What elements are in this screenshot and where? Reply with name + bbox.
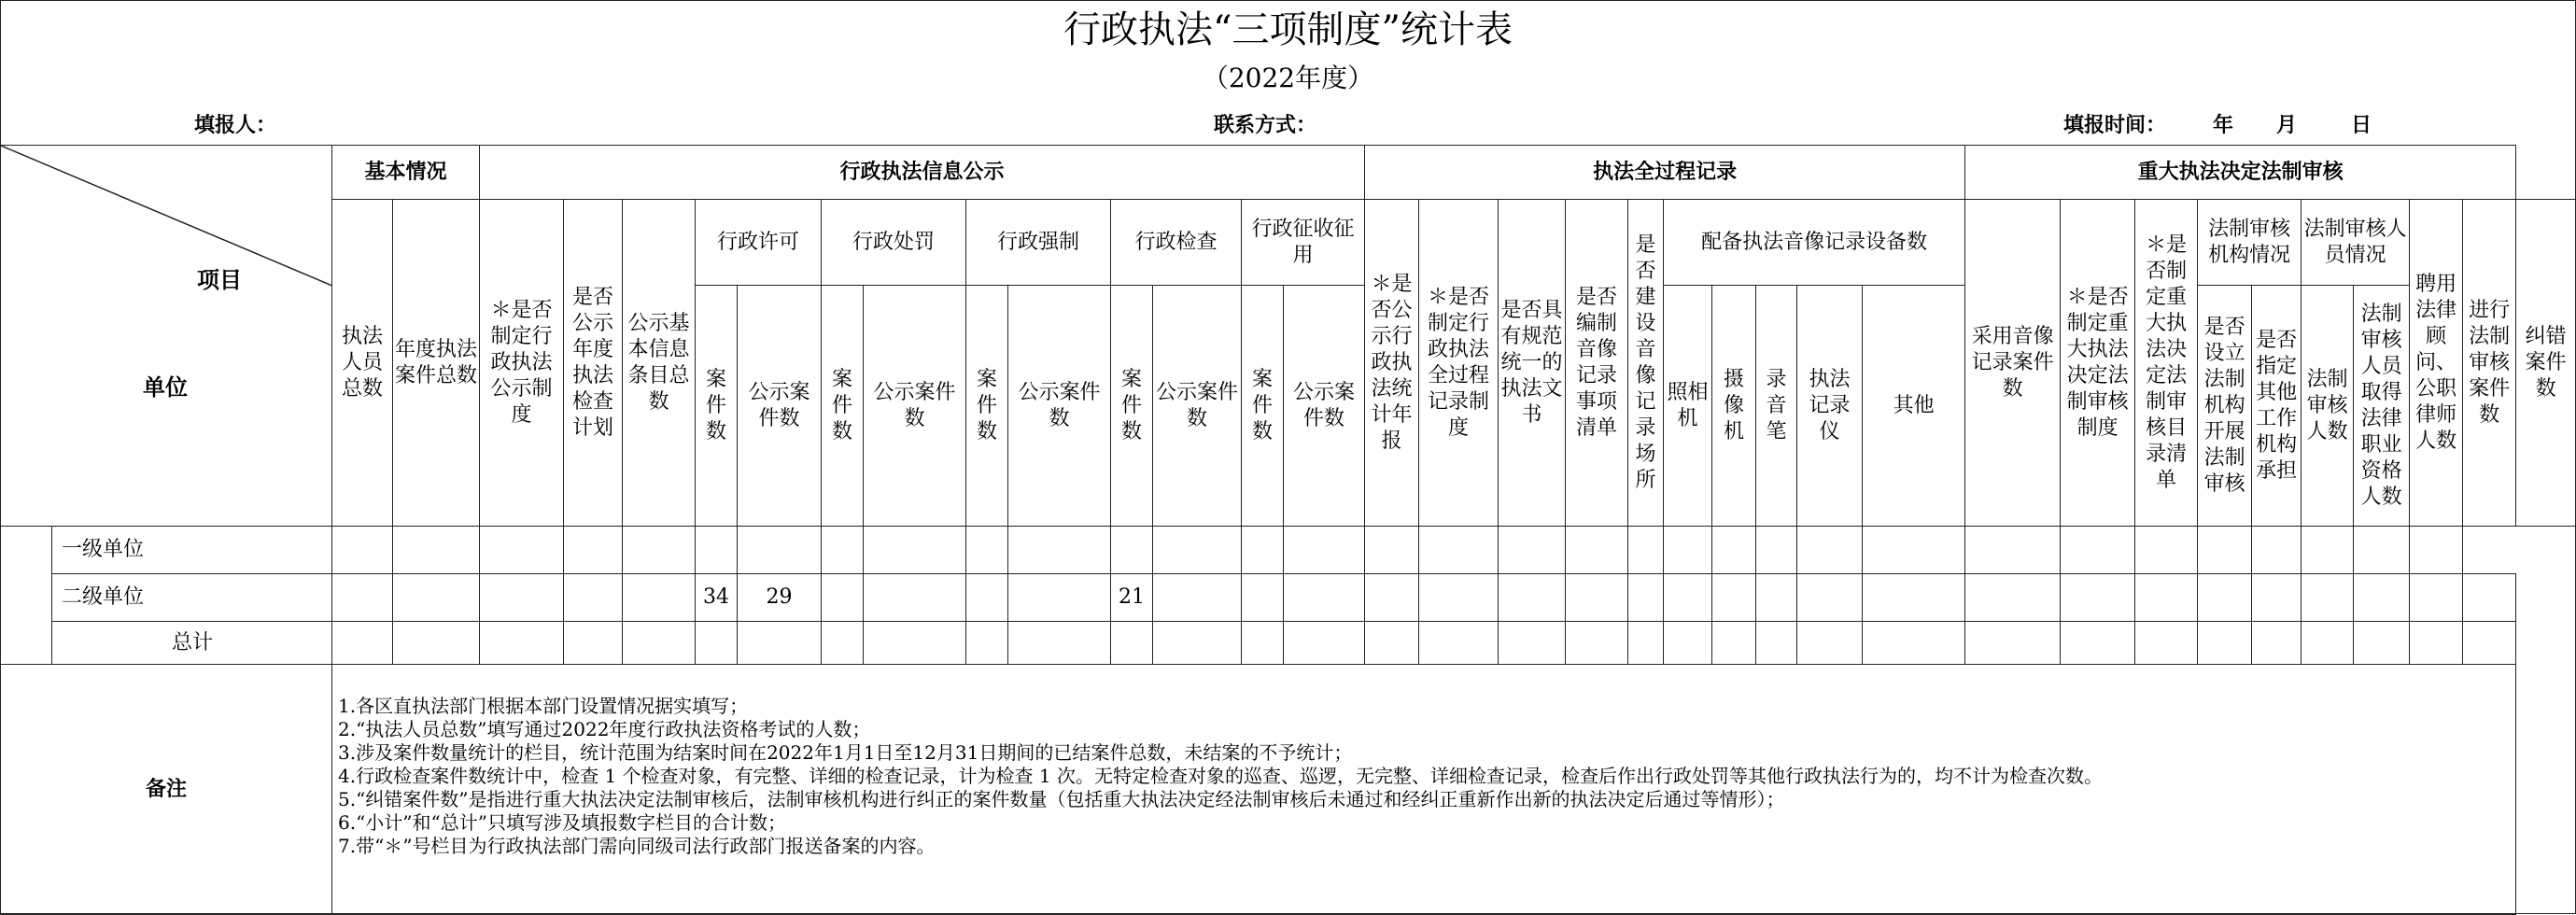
col-coercion-pub: 公示案件数 [1008,286,1111,527]
fill-date-label: 填报时间： [2063,114,2167,137]
col-coercion-cases: 案件数 [966,286,1008,527]
group-publicity: 行政执法信息公示 [480,146,1365,200]
col-corrected: 纠错案件数 [2516,200,2576,527]
col-av-cases: 采用音像记录案件数 [1965,200,2061,527]
col-video: 摄像机 [1712,286,1756,527]
col-coercion: 行政强制 [966,200,1111,286]
col-pub-plan: 是否公示年度执法检查计划 [564,200,623,527]
table-row [1,574,2576,622]
reporter-label: 填报人： [194,114,277,137]
col-penalty-pub: 公示案件数 [864,286,966,527]
remarks-content [332,665,2516,915]
col-pen: 录音笔 [1756,286,1797,527]
col-levy: 行政征收征用 [1242,200,1365,286]
col-permit: 行政许可 [696,200,822,286]
col-penalty: 行政处罚 [822,200,966,286]
col-org-other: 是否指定其他工作机构承担 [2252,286,2302,527]
col-rev-list: ＊是否制定重大执法决定法制审核目录清单 [2135,200,2198,527]
col-annual-report: ＊是否公示行政执法统计年报 [1365,200,1419,527]
table-row [1,527,2576,574]
contact-label: 联系方式： [1214,114,1317,137]
col-staff-qual: 法制审核人员取得法律职业资格人数 [2354,286,2410,527]
col-camera: 照相机 [1664,286,1712,527]
col-penalty-cases: 案件数 [822,286,864,527]
row-level1-label: 一级单位 [52,527,332,574]
col-staff-count: 法制审核人数 [2302,286,2354,527]
col-permit-pub: 公示案件数 [738,286,822,527]
group-basic: 基本情况 [332,146,480,200]
level2-permit-pub-cases: 29 [738,574,822,622]
remark-line: 4.行政检查案件数统计中，检查 1 个检查对象，有完整、详细的检查记录，计为检查 1 次。无特定检查对象的巡查、巡逻，无完整、详细检查记录，检查后作出行政处罚等其他行政执法行为的，均不计为检查次数。 [338,765,2103,787]
page-subtitle: （2022年度） [1202,63,1374,93]
col-equip: 配备执法音像记录设备数 [1664,200,1965,286]
group-review: 重大执法决定法制审核 [1965,146,2516,200]
col-staff: 法制审核人员情况 [2302,200,2410,286]
col-proc-system: ＊是否制定行政执法全过程记录制度 [1419,200,1499,527]
date-day: 日 [2351,114,2372,137]
col-pub-system: ＊是否制定行政执法公示制度 [480,200,564,527]
col-other: 其他 [1863,286,1965,527]
col-org-set: 是否设立法制机构开展法制审核 [2198,286,2252,527]
statistics-table [0,145,2576,915]
date-month: 月 [2276,114,2298,137]
corner-header [1,146,332,527]
level2-permit-cases: 34 [696,574,738,622]
row-total-label: 总计 [52,622,332,665]
level2-inspection-cases: 21 [1111,574,1153,622]
col-recorder: 执法记录仪 [1797,286,1863,527]
col-org: 法制审核机构情况 [2198,200,2302,286]
col-permit-cases: 案件数 [696,286,738,527]
corner-unit-label: 单位 [143,374,188,401]
col-annual-cases: 年度执法案件总数 [393,200,480,527]
col-std-docs: 是否具有规范统一的执法文书 [1499,200,1566,527]
remark-line: 3.涉及案件数量统计的栏目，统计范围为结案时间在2022年1月1日至12月31日期间的已结案件总数，未结案的不予统计； [338,741,1353,764]
remark-line: 7.带“＊”号栏目为行政执法部门需向同级司法行政部门报送备案的内容。 [338,835,936,857]
remarks-label: 备注 [1,665,332,915]
col-counsel: 聘用法律顾问、公职律师人数 [2410,200,2463,527]
remark-line: 2.“执法人员总数”填写通过2022年度行政执法资格考试的人数； [338,718,871,740]
col-levy-pub: 公示案件数 [1284,286,1365,527]
remark-line: 6.“小计”和“总计”只填写涉及填报数字栏目的合计数； [338,811,786,834]
col-staff-total: 执法人员总数 [332,200,393,527]
col-inspection: 行政检查 [1111,200,1242,286]
table-row [1,622,2576,665]
col-inspection-pub: 公示案件数 [1153,286,1242,527]
col-av-list: 是否编制音像记录事项清单 [1566,200,1628,527]
col-pub-items: 公示基本信息条目总数 [623,200,696,527]
corner-diagonal-line [1,146,331,526]
corner-item-label: 项目 [197,267,242,293]
row-level2-label: 二级单位 [52,574,332,622]
col-rev-cases: 进行法制审核案件数 [2463,200,2516,527]
remark-line: 1.各区直执法部门根据本部门设置情况据实填写； [338,695,749,717]
col-inspection-cases: 案件数 [1111,286,1153,527]
col-levy-cases: 案件数 [1242,286,1284,527]
group-process: 执法全过程记录 [1365,146,1965,200]
col-rev-system: ＊是否制定重大执法决定法制审核制度 [2061,200,2135,527]
page-title: 行政执法“三项制度”统计表 [1063,8,1513,51]
col-av-room: 是否建设音像记录场所 [1628,200,1664,527]
remark-line: 5.“纠错案件数”是指进行重大执法决定法制审核后，法制审核机构进行纠正的案件数量（包括重大执法决定经法制审核后未通过和经纠正重新作出新的执法决定后通过等情形）； [338,788,1785,810]
date-year: 年 [2213,114,2234,137]
